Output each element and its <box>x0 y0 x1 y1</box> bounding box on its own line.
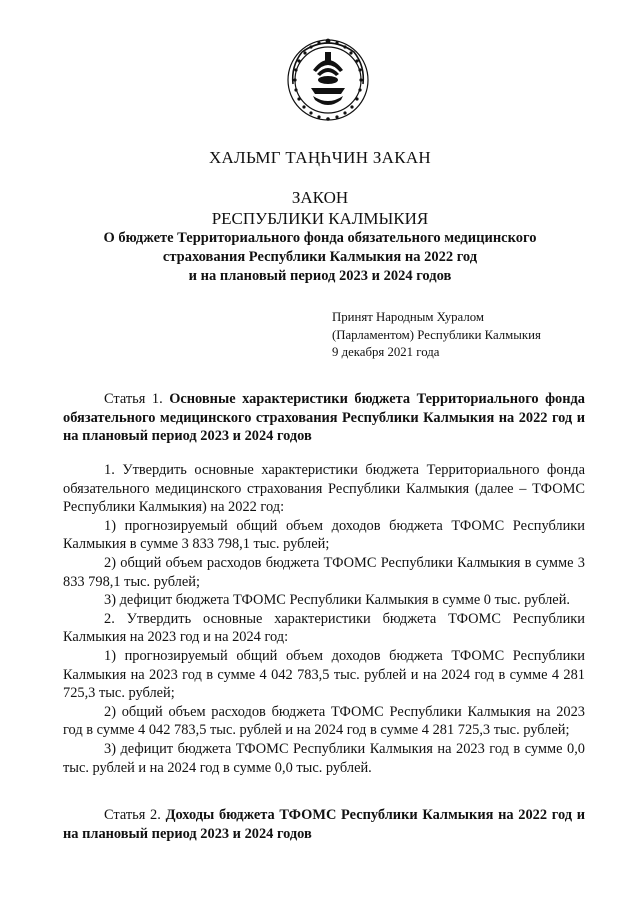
article-1-body <box>63 461 585 777</box>
article-title: Доходы бюджета ТФОМС Республики Калмыкия на 2022 год и на плановый период 2023 и 2024 годов <box>63 807 585 842</box>
adoption-line: (Парламентом) Республики Калмыкия <box>332 327 541 342</box>
paragraph: 3) дефицит бюджета ТФОМС Республики Калмыкия на 2023 год в сумме 0,0 тыс. рублей и на 2024 год в сумме 0,0 тыс. рублей. <box>63 740 585 776</box>
adoption-line: Принят Народным Хуралом <box>332 310 484 324</box>
article-2-heading <box>63 806 585 843</box>
law-title <box>0 187 640 229</box>
paragraph: 1) прогнозируемый общий объем доходов бюджета ТФОМС Республики Калмыкия в сумме 3 833 798,1 тыс. рублей; <box>63 517 585 553</box>
paragraph: 2) общий объем расходов бюджета ТФОМС Республики Калмыкия в сумме 3 833 798,1 тыс. рублей; <box>63 554 585 590</box>
republic-title: РЕСПУБЛИКИ КАЛМЫКИЯ <box>211 209 429 228</box>
paragraph: 3) дефицит бюджета ТФОМС Республики Калмыкия в сумме 0 тыс. рублей. <box>104 592 570 609</box>
article-label: Статья 2. <box>104 807 161 823</box>
paragraph: 2. Утвердить основные характеристики бюджета ТФОМС Республики Калмыкия на 2023 год и на 2024 год: <box>63 610 585 646</box>
state-emblem-icon <box>283 28 373 128</box>
paragraph: 1. Утвердить основные характеристики бюджета Территориального фонда обязательного медицинского страхования Республики Калмыкия (далее – ТФОМС Республики Калмыкия) на 2022 год: <box>63 462 585 516</box>
law-title-word: ЗАКОН <box>291 188 349 207</box>
adoption-info <box>332 309 592 362</box>
law-subject-line: и на плановый период 2023 и 2024 годов <box>188 268 452 284</box>
law-subject-line: О бюджете Территориального фонда обязательного медицинского <box>103 230 537 246</box>
law-subject <box>80 229 560 286</box>
paragraph: 2) общий объем расходов бюджета ТФОМС Республики Калмыкия на 2023 год в сумме 4 042 783,5 тыс. рублей и на 2024 год в сумме 4 281 725,3 тыс. рублей; <box>63 703 585 739</box>
article-label: Статья 1. <box>104 391 163 407</box>
article-1-heading <box>63 390 585 446</box>
law-subject-line: страхования Республики Калмыкия на 2022 год <box>162 249 478 265</box>
adoption-date: 9 декабря 2021 года <box>332 345 440 359</box>
article-title: Основные характеристики бюджета Территориального фонда обязательного медицинского страхования Республики Калмыкия на 2022 год и на плановый период 2023 и 2024 годов <box>63 391 585 445</box>
kalmyk-law-title: ХАЛЬМГ ТАҢҺЧИН ЗАКАН <box>208 148 432 167</box>
paragraph: 1) прогнозируемый общий объем доходов бюджета ТФОМС Республики Калмыкия на 2023 год в сумме 4 042 783,5 тыс. рублей и на 2024 год в сумме 4 281 725,3 тыс. рублей; <box>63 647 585 702</box>
